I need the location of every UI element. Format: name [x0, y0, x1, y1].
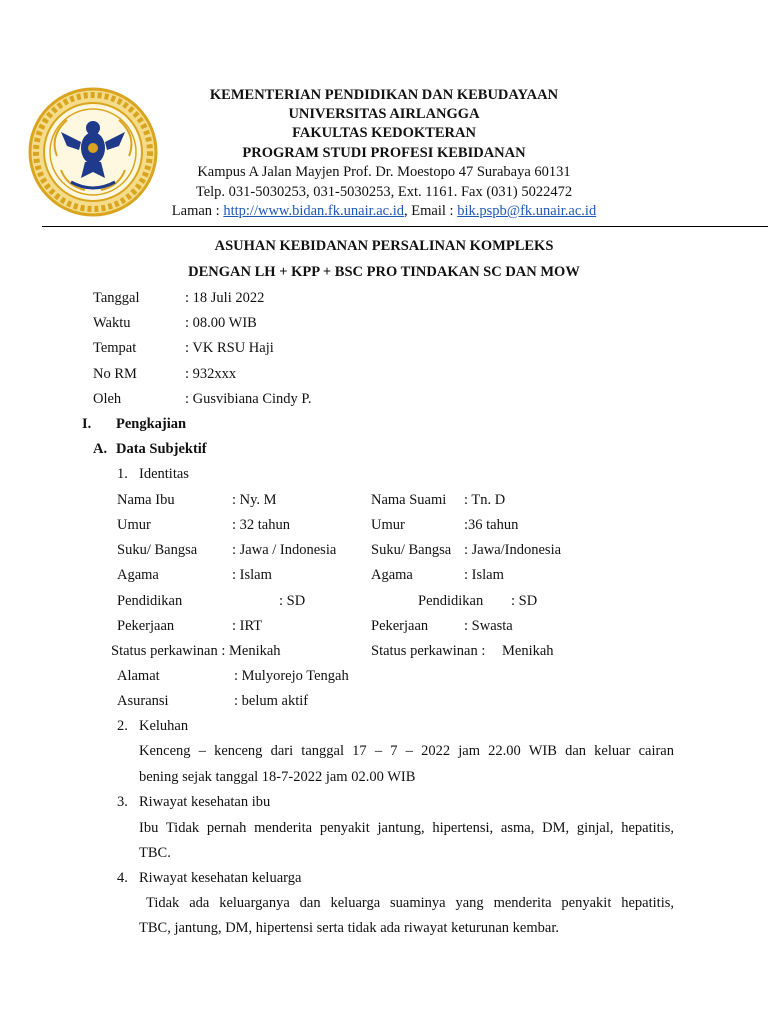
meta-label: Tempat: [93, 340, 137, 356]
identity-value: : Tn. D: [464, 492, 506, 508]
meta-label: Oleh: [93, 391, 122, 407]
identity-label: Asuransi: [117, 693, 169, 709]
meta-label: No RM: [93, 366, 137, 382]
identity-value: :36 tahun: [464, 517, 519, 533]
complaint-text: bening sejak tanggal 18-7-2022 jam 02.00 WIB: [139, 769, 416, 785]
identity-value: : Islam: [464, 567, 504, 583]
identity-label: Umur: [371, 517, 405, 533]
identity-label: Nama Suami: [371, 492, 447, 508]
website-link[interactable]: http://www.bidan.fk.unair.ac.id: [223, 203, 405, 219]
identity-label: Status perkawinan :: [371, 643, 486, 659]
email-link[interactable]: bik.pspb@fk.unair.ac.id: [457, 203, 597, 219]
item-number: 4.: [117, 870, 128, 886]
contact-line: [0, 203, 768, 220]
faculty-name: FAKULTAS KEDOKTERAN: [292, 125, 476, 141]
identity-label: Pekerjaan: [371, 618, 429, 634]
item-number: 1.: [117, 466, 128, 482]
item-number: 3.: [117, 794, 128, 810]
identity-value: : Islam: [232, 567, 272, 583]
identity-value: : Jawa / Indonesia: [232, 542, 337, 558]
identity-value: : Mulyorejo Tengah: [234, 668, 349, 684]
subsection-number: A.: [93, 441, 108, 457]
identity-label: Agama: [371, 567, 413, 583]
email-label: , Email :: [404, 203, 458, 219]
item-heading: Riwayat kesehatan keluarga: [139, 870, 302, 886]
header-divider: [42, 226, 768, 227]
mother-history-text: TBC.: [139, 845, 171, 861]
identity-value: : SD: [279, 593, 306, 609]
identity-value: : IRT: [232, 618, 263, 634]
document-title-line2: DENGAN LH + KPP + BSC PRO TINDAKAN SC DAN MOW: [188, 264, 580, 280]
web-label: Laman :: [171, 203, 224, 219]
complaint-text: Kenceng – kenceng dari tanggal 17 – 7 – 2022 jam 22.00 WIB dan keluar cairan: [139, 743, 674, 759]
identity-label: Pendidikan: [117, 593, 183, 609]
program-name: PROGRAM STUDI PROFESI KEBIDANAN: [242, 145, 526, 161]
section-number: I.: [82, 416, 92, 432]
identity-value: : 32 tahun: [232, 517, 290, 533]
section-heading: Pengkajian: [116, 416, 187, 432]
family-history-text: Tidak ada keluarganya dan keluarga suaminya yang menderita penyakit hepatitis,: [146, 895, 674, 911]
identity-value: Menikah: [502, 643, 554, 659]
item-number: 2.: [117, 718, 128, 734]
item-heading: Riwayat kesehatan ibu: [139, 794, 271, 810]
phone: Telp. 031-5030253, 031-5030253, Ext. 1161. Fax (031) 5022472: [195, 184, 573, 200]
identity-label: Agama: [117, 567, 159, 583]
identity-label: Suku/ Bangsa: [371, 542, 452, 558]
university-name: UNIVERSITAS AIRLANGGA: [288, 106, 480, 122]
identity-value: : SD: [511, 593, 538, 609]
identity-label: Pekerjaan: [117, 618, 175, 634]
identity-label: Nama Ibu: [117, 492, 175, 508]
meta-value: : Gusvibiana Cindy P.: [185, 391, 312, 407]
identity-label: Alamat: [117, 668, 160, 684]
family-history-text: TBC, jantung, DM, hipertensi serta tidak ada riwayat keturunan kembar.: [139, 920, 559, 936]
identity-label: Status perkawinan : Menikah: [111, 643, 281, 659]
identity-value: : Jawa/Indonesia: [464, 542, 562, 558]
identity-label: Pendidikan: [418, 593, 484, 609]
meta-value: : 932xxx: [185, 366, 237, 382]
identity-label: Suku/ Bangsa: [117, 542, 198, 558]
ministry-name: KEMENTERIAN PENDIDIKAN DAN KEBUDAYAAN: [209, 87, 559, 103]
meta-value: : 18 Juli 2022: [185, 290, 265, 306]
item-heading: Keluhan: [139, 718, 189, 734]
subsection-heading: Data Subjektif: [116, 441, 207, 457]
document-title-line1: ASUHAN KEBIDANAN PERSALINAN KOMPLEKS: [214, 238, 554, 254]
meta-label: Waktu: [93, 315, 131, 331]
identity-label: Umur: [117, 517, 151, 533]
item-heading: Identitas: [139, 466, 189, 482]
identity-value: : belum aktif: [234, 693, 309, 709]
address: Kampus A Jalan Mayjen Prof. Dr. Moestopo 47 Surabaya 60131: [197, 164, 571, 180]
mother-history-text: Ibu Tidak pernah menderita penyakit jantung, hipertensi, asma, DM, ginjal, hepatitis,: [139, 820, 674, 836]
meta-label: Tanggal: [93, 290, 140, 306]
meta-value: : 08.00 WIB: [185, 315, 257, 331]
meta-value: : VK RSU Haji: [185, 340, 274, 356]
identity-value: : Ny. M: [232, 492, 277, 508]
identity-value: : Swasta: [464, 618, 513, 634]
